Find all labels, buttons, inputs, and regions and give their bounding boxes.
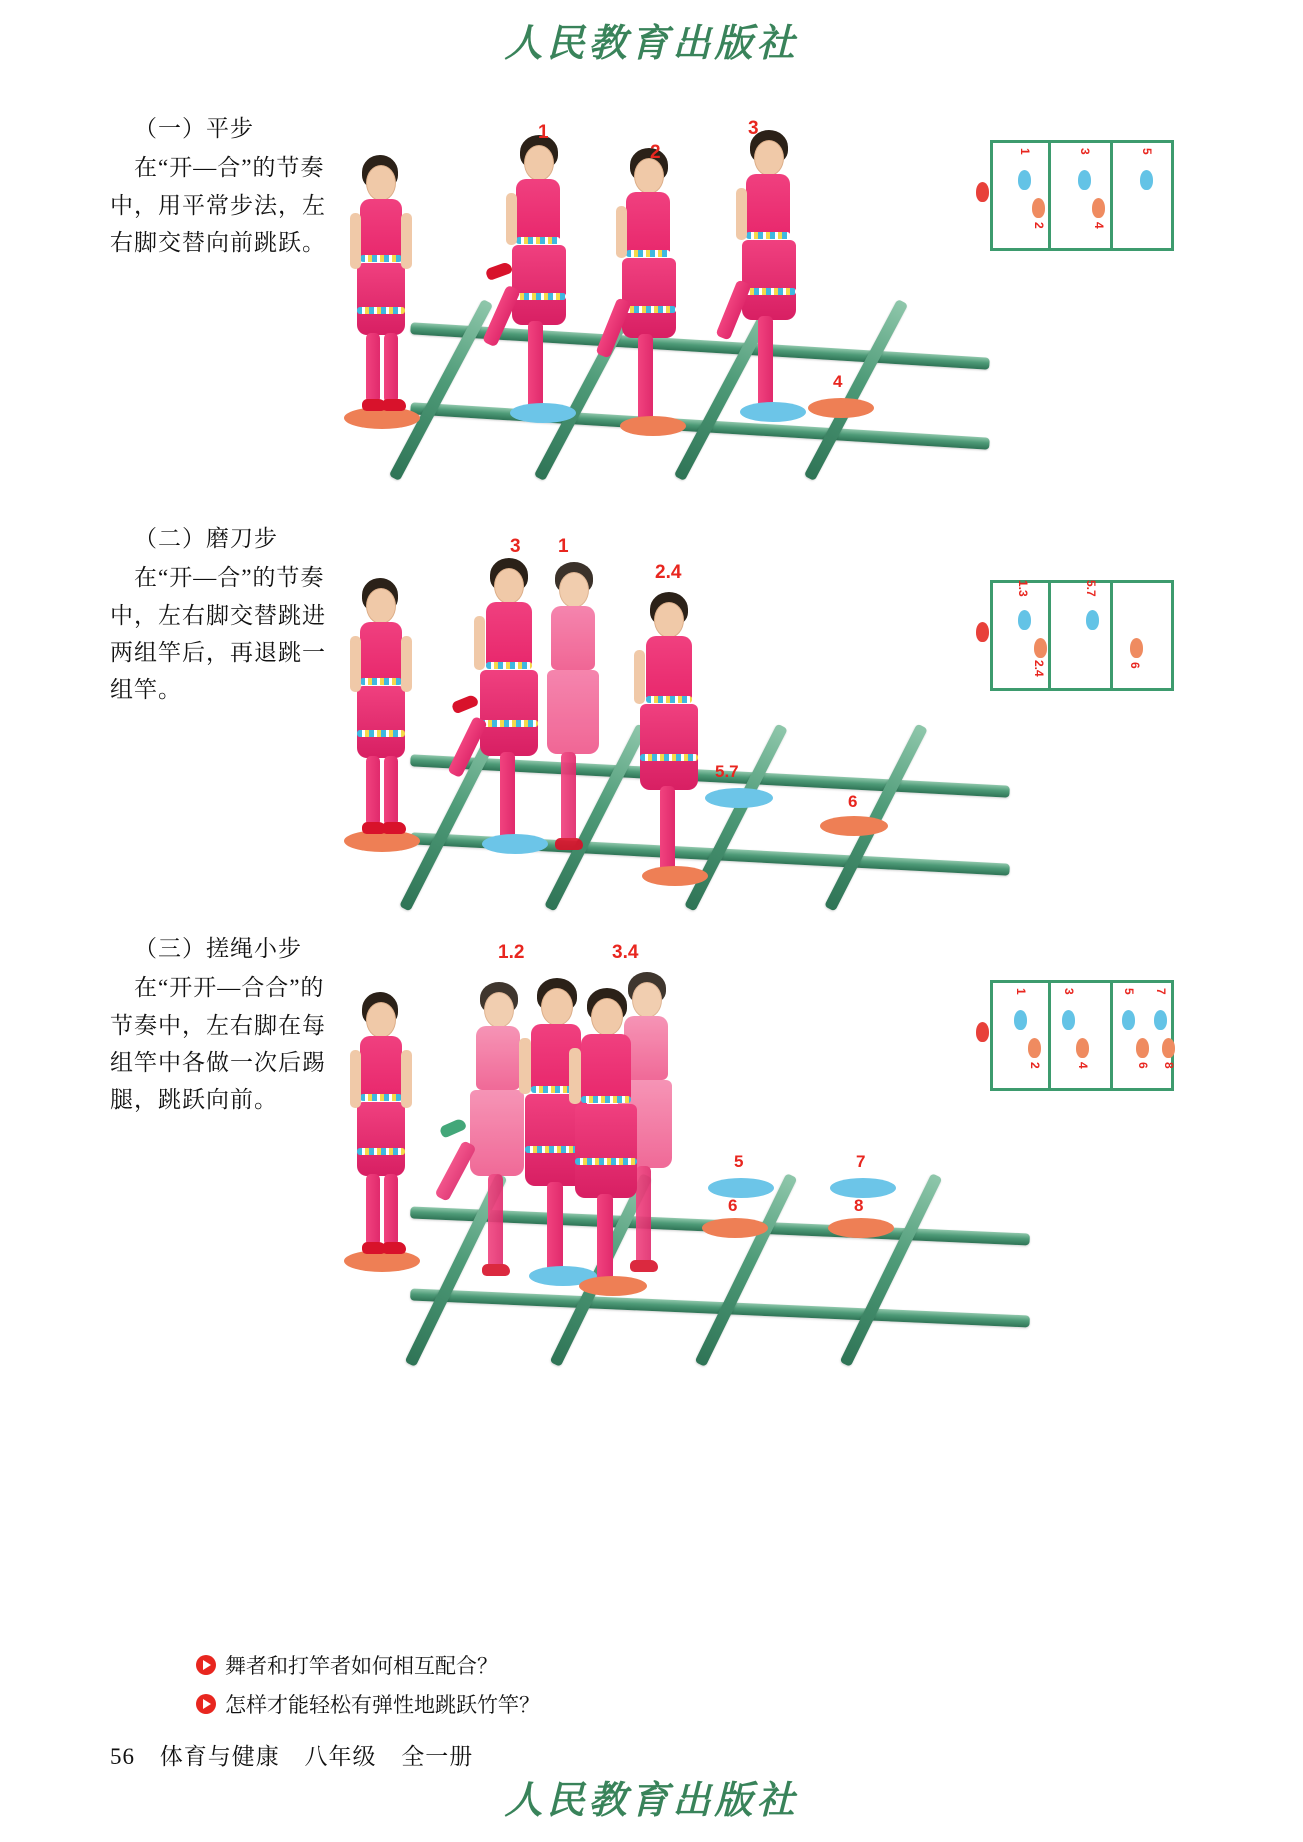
dancer-arm bbox=[350, 1050, 361, 1108]
diagram-line bbox=[990, 248, 1174, 251]
section-1-diagram bbox=[990, 140, 1190, 260]
foot-marker bbox=[1018, 170, 1031, 190]
dancer-top bbox=[746, 174, 790, 238]
play-bullet-icon bbox=[196, 1694, 216, 1714]
diagram-line bbox=[990, 140, 1174, 143]
dancer-waist-band bbox=[626, 250, 670, 257]
foot-marker-label: 4 bbox=[1092, 222, 1106, 229]
ground-marker-label: 5 bbox=[734, 1152, 744, 1171]
diagram-line bbox=[1110, 580, 1113, 691]
play-bullet-icon bbox=[196, 1655, 216, 1675]
ground-marker-label: 6 bbox=[848, 792, 858, 811]
dancer-waist-band bbox=[360, 1094, 402, 1101]
ground-marker bbox=[820, 816, 888, 836]
foot-marker bbox=[1078, 170, 1091, 190]
dancer-arm bbox=[474, 616, 485, 670]
diagram-line bbox=[990, 688, 1174, 691]
question-text: 舞者和打竿者如何相互配合？ bbox=[225, 1654, 498, 1678]
dancer-top bbox=[360, 199, 402, 261]
dancer-step-3-4-front bbox=[555, 988, 670, 1333]
dancer-top bbox=[360, 1036, 402, 1100]
dancer-leg bbox=[366, 333, 380, 403]
diagram-line bbox=[990, 580, 993, 691]
ground-marker bbox=[830, 1178, 896, 1198]
dancer-head bbox=[654, 602, 684, 638]
section-3-diagram bbox=[990, 980, 1190, 1100]
page-footer bbox=[110, 1738, 473, 1771]
dancer-leg bbox=[384, 1174, 398, 1246]
foot-marker-pole-operator bbox=[976, 1022, 989, 1042]
dancer-arm bbox=[506, 193, 517, 245]
foot-marker bbox=[1028, 1038, 1041, 1058]
dancer-skirt-band bbox=[357, 307, 405, 314]
dancer-standing bbox=[340, 578, 420, 868]
dancer-skirt bbox=[512, 245, 566, 325]
ground-marker bbox=[808, 398, 874, 418]
section-1-body: 在“开—合”的节奏中，用平常步法，左右脚交替向前跳跃。 bbox=[110, 155, 326, 255]
foot-marker-label: 6 bbox=[1128, 662, 1142, 669]
foot-marker-label: 1 bbox=[1014, 988, 1028, 995]
foot-marker-label: 7 bbox=[1154, 988, 1168, 995]
foot-marker bbox=[1140, 170, 1153, 190]
step-number: 3 bbox=[748, 118, 759, 139]
dancer-waist-band bbox=[360, 678, 402, 685]
dancer-arm bbox=[736, 188, 747, 240]
section-2-body: 在“开—合”的节奏中，左右脚交替跳进两组竿后，再退跳一组竿。 bbox=[110, 565, 326, 702]
foot-marker-label: 5 bbox=[1140, 148, 1154, 155]
dancer-shoe bbox=[382, 399, 406, 411]
dancer-top bbox=[626, 192, 670, 256]
dancer-waist-band bbox=[646, 696, 692, 703]
dancer-step-2 bbox=[600, 148, 710, 478]
foot-marker bbox=[1130, 638, 1143, 658]
dancer-arm bbox=[401, 1050, 412, 1108]
foot-marker bbox=[1014, 1010, 1027, 1030]
dancer-top bbox=[581, 1034, 631, 1102]
dancer-top bbox=[360, 622, 402, 684]
dancer-leg bbox=[366, 756, 380, 826]
dancer-leg bbox=[366, 1174, 380, 1246]
dancer-head bbox=[494, 568, 524, 604]
dancer-skirt-band bbox=[622, 306, 676, 313]
step-number: 2 bbox=[650, 142, 661, 163]
step-number: 1.2 bbox=[498, 942, 525, 963]
dancer-leg bbox=[384, 756, 398, 826]
dancer-step-1 bbox=[525, 562, 635, 892]
dancer-leg bbox=[384, 333, 398, 403]
foot-marker-label: 5.7 bbox=[1084, 580, 1098, 597]
dancer-step-2-4 bbox=[620, 592, 730, 922]
step-number: 3.4 bbox=[612, 942, 639, 963]
dancer-shoe bbox=[382, 1242, 406, 1254]
diagram-line bbox=[1048, 140, 1051, 251]
foot-marker bbox=[1122, 1010, 1135, 1030]
section-2-diagram bbox=[990, 580, 1190, 700]
section-1-text bbox=[110, 110, 340, 261]
dancer-skirt-band bbox=[742, 288, 796, 295]
dancer-leg bbox=[660, 786, 675, 876]
ground-marker bbox=[828, 1218, 894, 1238]
ground-marker-label: 7 bbox=[856, 1152, 866, 1171]
step-number: 1 bbox=[538, 122, 549, 143]
section-3-illustration bbox=[330, 920, 1010, 1360]
dancer-waist-band bbox=[746, 232, 790, 239]
ground-contact-marker bbox=[579, 1276, 647, 1296]
dancer-waist-band bbox=[581, 1096, 631, 1103]
dancer-skirt bbox=[547, 670, 599, 754]
foot-marker-label: 2 bbox=[1028, 1062, 1042, 1069]
dancer-shoe bbox=[382, 822, 406, 834]
page-number: 56 bbox=[110, 1744, 135, 1769]
foot-marker bbox=[1086, 610, 1099, 630]
section-1-heading: （一）平步 bbox=[134, 116, 254, 141]
dancer-leg bbox=[528, 321, 543, 413]
bamboo-pole bbox=[695, 1173, 798, 1367]
foot-marker-label: 1 bbox=[1018, 148, 1032, 155]
foot-marker-label: 2.4 bbox=[1032, 660, 1046, 677]
dancer-top bbox=[516, 179, 560, 243]
foot-marker bbox=[1032, 198, 1045, 218]
dancer-skirt-band bbox=[575, 1158, 637, 1165]
dancer-shoe-kick bbox=[485, 261, 514, 281]
dancer-arm bbox=[350, 636, 361, 692]
footer-volume: 全一册 bbox=[401, 1744, 474, 1769]
dancer-leg bbox=[500, 752, 515, 844]
diagram-line bbox=[1110, 140, 1113, 251]
dancer-skirt-band bbox=[640, 754, 698, 761]
step-number: 1 bbox=[558, 536, 569, 557]
dancer-head bbox=[524, 145, 554, 181]
ground-marker-label: 6 bbox=[728, 1196, 738, 1215]
section-cuo-sheng-xiao-bu bbox=[0, 920, 1303, 1380]
diagram-line bbox=[990, 980, 1174, 983]
dancer-leg bbox=[597, 1194, 613, 1286]
diagram-line bbox=[1171, 580, 1174, 691]
dancer-arm bbox=[634, 650, 645, 704]
diagram-line bbox=[990, 980, 993, 1091]
foot-marker bbox=[1018, 610, 1031, 630]
dancer-skirt bbox=[742, 240, 796, 320]
dancer-shoe-kick bbox=[451, 694, 480, 715]
footer-grade: 八年级 bbox=[304, 1744, 377, 1769]
dancer-skirt-band bbox=[512, 293, 566, 300]
footer-subject: 体育与健康 bbox=[159, 1744, 280, 1769]
foot-marker-label: 8 bbox=[1162, 1062, 1176, 1069]
dancer-standing bbox=[340, 992, 420, 1292]
dancer-skirt bbox=[575, 1104, 637, 1198]
ground-marker bbox=[708, 1178, 774, 1198]
dancer-step-1 bbox=[490, 135, 600, 465]
section-mo-dao-bu bbox=[0, 510, 1303, 930]
section-ping-bu bbox=[0, 100, 1303, 520]
section-3-heading: （三）搓绳小步 bbox=[134, 936, 302, 961]
dancer-arm bbox=[401, 213, 412, 269]
foot-marker bbox=[1076, 1038, 1089, 1058]
dancer-arm bbox=[401, 636, 412, 692]
foot-marker-pole-operator bbox=[976, 182, 989, 202]
ground-contact-marker bbox=[642, 866, 708, 886]
dancer-leg bbox=[638, 334, 653, 426]
question-text: 怎样才能轻松有弹性地跳跃竹竿？ bbox=[225, 1693, 540, 1717]
foot-marker bbox=[1034, 638, 1047, 658]
publisher-mark-top: 人民教育出版社 bbox=[504, 23, 799, 65]
dancer-skirt bbox=[357, 686, 405, 758]
dancer-skirt bbox=[622, 258, 676, 338]
dancer-arm bbox=[519, 1038, 531, 1094]
dancer-leg bbox=[488, 1174, 503, 1270]
question-item bbox=[196, 1650, 540, 1680]
section-3-text bbox=[110, 930, 340, 1118]
dancer-skirt bbox=[357, 1102, 405, 1176]
dancer-standing bbox=[340, 155, 420, 445]
foot-marker bbox=[1162, 1038, 1175, 1058]
diagram-line bbox=[1048, 980, 1051, 1091]
diagram-line bbox=[990, 1088, 1174, 1091]
dancer-head bbox=[366, 1002, 396, 1038]
step-number: 2.4 bbox=[655, 562, 682, 583]
foot-marker-label: 6 bbox=[1136, 1062, 1150, 1069]
diagram-line bbox=[1171, 140, 1174, 251]
dancer-head bbox=[591, 998, 623, 1036]
dancer-leg bbox=[561, 752, 576, 844]
ground-contact-marker bbox=[740, 402, 806, 422]
dancer-skirt-band bbox=[357, 730, 405, 737]
dancer-arm bbox=[350, 213, 361, 269]
diagram-line bbox=[1048, 580, 1051, 691]
section-1-illustration bbox=[330, 100, 970, 500]
dancer-top bbox=[646, 636, 692, 702]
dancer-skirt bbox=[357, 263, 405, 335]
foot-marker-label: 1.3 bbox=[1016, 580, 1030, 597]
dancer-leg-kick bbox=[434, 1140, 476, 1202]
publisher-mark-bottom: 人民教育出版社 bbox=[504, 1780, 799, 1822]
ground-contact-marker bbox=[620, 416, 686, 436]
dancer-waist-band bbox=[360, 255, 402, 262]
diagram-line bbox=[1171, 980, 1174, 1091]
ground-marker bbox=[702, 1218, 768, 1238]
ground-marker-label: 8 bbox=[854, 1196, 864, 1215]
dancer-leg bbox=[758, 316, 773, 412]
ground-contact-marker bbox=[510, 403, 576, 423]
foot-marker bbox=[1062, 1010, 1075, 1030]
dancer-shoe-kick bbox=[439, 1117, 468, 1139]
ground-marker bbox=[705, 788, 773, 808]
foot-marker-label: 3 bbox=[1062, 988, 1076, 995]
dancer-head bbox=[559, 572, 589, 608]
dancer-head bbox=[754, 140, 784, 176]
question-item bbox=[196, 1689, 540, 1719]
section-2-text bbox=[110, 520, 340, 708]
diagram-line bbox=[990, 140, 993, 251]
foot-marker bbox=[1092, 198, 1105, 218]
section-3-body: 在“开开—合合”的节奏中，左右脚在每组竿中各做一次后踢腿，跳跃向前。 bbox=[110, 975, 326, 1112]
ground-marker-label: 4 bbox=[833, 372, 843, 391]
dancer-head bbox=[366, 165, 396, 201]
section-2-heading: （二）磨刀步 bbox=[134, 526, 278, 551]
dancer-arm bbox=[569, 1048, 581, 1104]
foot-marker-label: 3 bbox=[1078, 148, 1092, 155]
foot-marker bbox=[1136, 1038, 1149, 1058]
foot-marker-label: 4 bbox=[1076, 1062, 1090, 1069]
section-2-illustration bbox=[330, 510, 990, 910]
foot-marker-label: 5 bbox=[1122, 988, 1136, 995]
dancer-shoe bbox=[555, 838, 583, 850]
foot-marker-label: 2 bbox=[1032, 222, 1046, 229]
dancer-waist-band bbox=[516, 237, 560, 244]
step-number: 3 bbox=[510, 536, 521, 557]
foot-marker-pole-operator bbox=[976, 622, 989, 642]
foot-marker bbox=[1154, 1010, 1167, 1030]
dancer-head bbox=[366, 588, 396, 624]
dancer-arm bbox=[616, 206, 627, 258]
dancer-top bbox=[551, 606, 595, 670]
dancer-skirt bbox=[640, 704, 698, 790]
diagram-line bbox=[1110, 980, 1113, 1091]
questions-block bbox=[196, 1650, 540, 1728]
dancer-skirt-band bbox=[357, 1148, 405, 1155]
ground-marker-label: 5.7 bbox=[715, 762, 739, 781]
